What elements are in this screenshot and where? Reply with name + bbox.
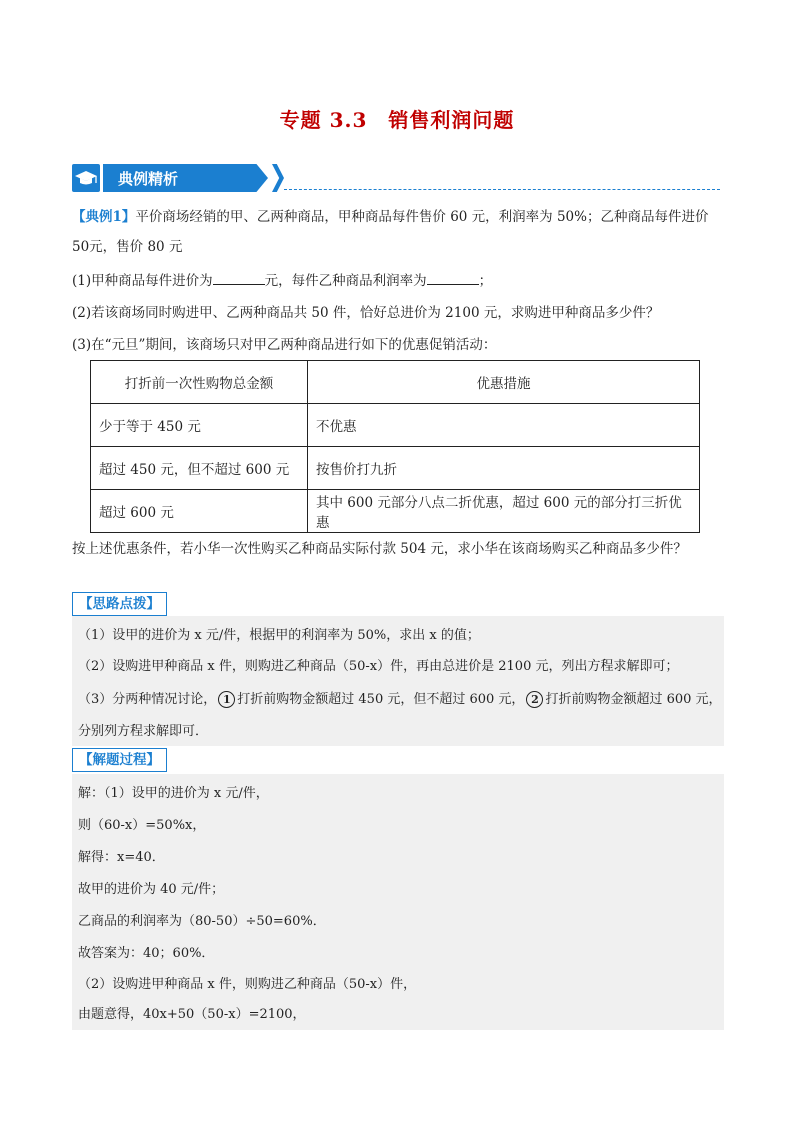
- chevron-right-icon: [272, 164, 284, 192]
- section-banner: [72, 164, 720, 192]
- circled-number-2: 2: [526, 691, 543, 708]
- example-tag: 【典例1】: [72, 209, 136, 225]
- hint-box: [72, 616, 724, 746]
- table-header: 打折前一次性购物总金额: [91, 361, 308, 404]
- example-line-2: 50元，售价 80 元: [72, 239, 183, 255]
- solution-line: 由题意得，40x+50（50-x）=2100，: [78, 1007, 306, 1022]
- question-1: (1)甲种商品每件进价为 元，每件乙种商品利润率为 ；: [72, 270, 724, 292]
- answer-blank: [427, 270, 479, 285]
- follow-up-question: 按上述优惠条件，若小华一次性购买乙种商品实际付款 504 元，求小华在该商场购买乙种商品多少件？: [72, 541, 687, 557]
- graduation-cap-icon: [72, 164, 100, 192]
- banner-label: 典例精析: [118, 170, 179, 188]
- page-title: 专题 3.3 销售利润问题: [279, 108, 515, 132]
- hint-line-3: （3）分两种情况讨论， 1 打折前购物金额超过 450 元，但不超过 600 元， 2 打折前购物金额超过 600 元，: [78, 692, 722, 707]
- circled-number-1: 1: [218, 691, 235, 708]
- solution-line: 解得：x=40．: [78, 850, 165, 865]
- solution-line: 则（60-x）=50%x，: [78, 818, 206, 833]
- table-cell: 超过 450 元，但不超过 600 元: [91, 447, 308, 490]
- solution-line: 故答案为：40；60%．: [78, 946, 215, 961]
- table-cell: 不优惠: [308, 404, 700, 447]
- hint-line-2: （2）设购进甲种商品 x 件，则购进乙种商品（50-x）件，再由总进价是 2100 元，列出方程求解即可；: [78, 659, 679, 674]
- answer-blank: [213, 270, 265, 285]
- solution-line: 解：（1）设甲的进价为 x 元/件，: [78, 786, 269, 801]
- question-3: (3)在“元旦”期间，该商场只对甲乙两种商品进行如下的优惠促销活动：: [72, 337, 497, 353]
- table-header-row: [91, 361, 700, 404]
- question-2: (2)若该商场同时购进甲、乙两种商品共 50 件，恰好总进价为 2100 元，求购进甲种商品多少件？: [72, 305, 660, 321]
- hint-line-1: （1）设甲的进价为 x 元/件，根据甲的利润率为 50%，求出 x 的值；: [78, 628, 480, 643]
- solution-line: 乙商品的利润率为（80-50）÷50=60%．: [78, 914, 326, 929]
- discount-table: [90, 360, 700, 533]
- table-cell: 超过 600 元: [91, 490, 308, 533]
- solution-box: [72, 774, 724, 1030]
- table-row: [91, 404, 700, 447]
- example-line-1: 【典例1】平价商场经销的甲、乙两种商品，甲种商品每件售价 60 元，利润率为 50%；乙种商品每件进价: [72, 209, 709, 225]
- table-cell: 其中 600 元部分八点二折优惠，超过 600 元的部分打三折优惠: [308, 490, 700, 533]
- table-cell: 少于等于 450 元: [91, 404, 308, 447]
- hint-tag: 【思路点拨】: [72, 592, 167, 616]
- table-row: [91, 447, 700, 490]
- solution-tag: 【解题过程】: [72, 748, 167, 772]
- table-cell: 按售价打九折: [308, 447, 700, 490]
- table-row: [91, 490, 700, 533]
- hint-line-4: 分别列方程求解即可．: [78, 724, 209, 739]
- dashed-divider: [284, 189, 720, 190]
- table-header: 优惠措施: [308, 361, 700, 404]
- solution-line: 故甲的进价为 40 元/件；: [78, 882, 225, 897]
- solution-line: （2）设购进甲种商品 x 件，则购进乙种商品（50-x）件，: [78, 977, 417, 992]
